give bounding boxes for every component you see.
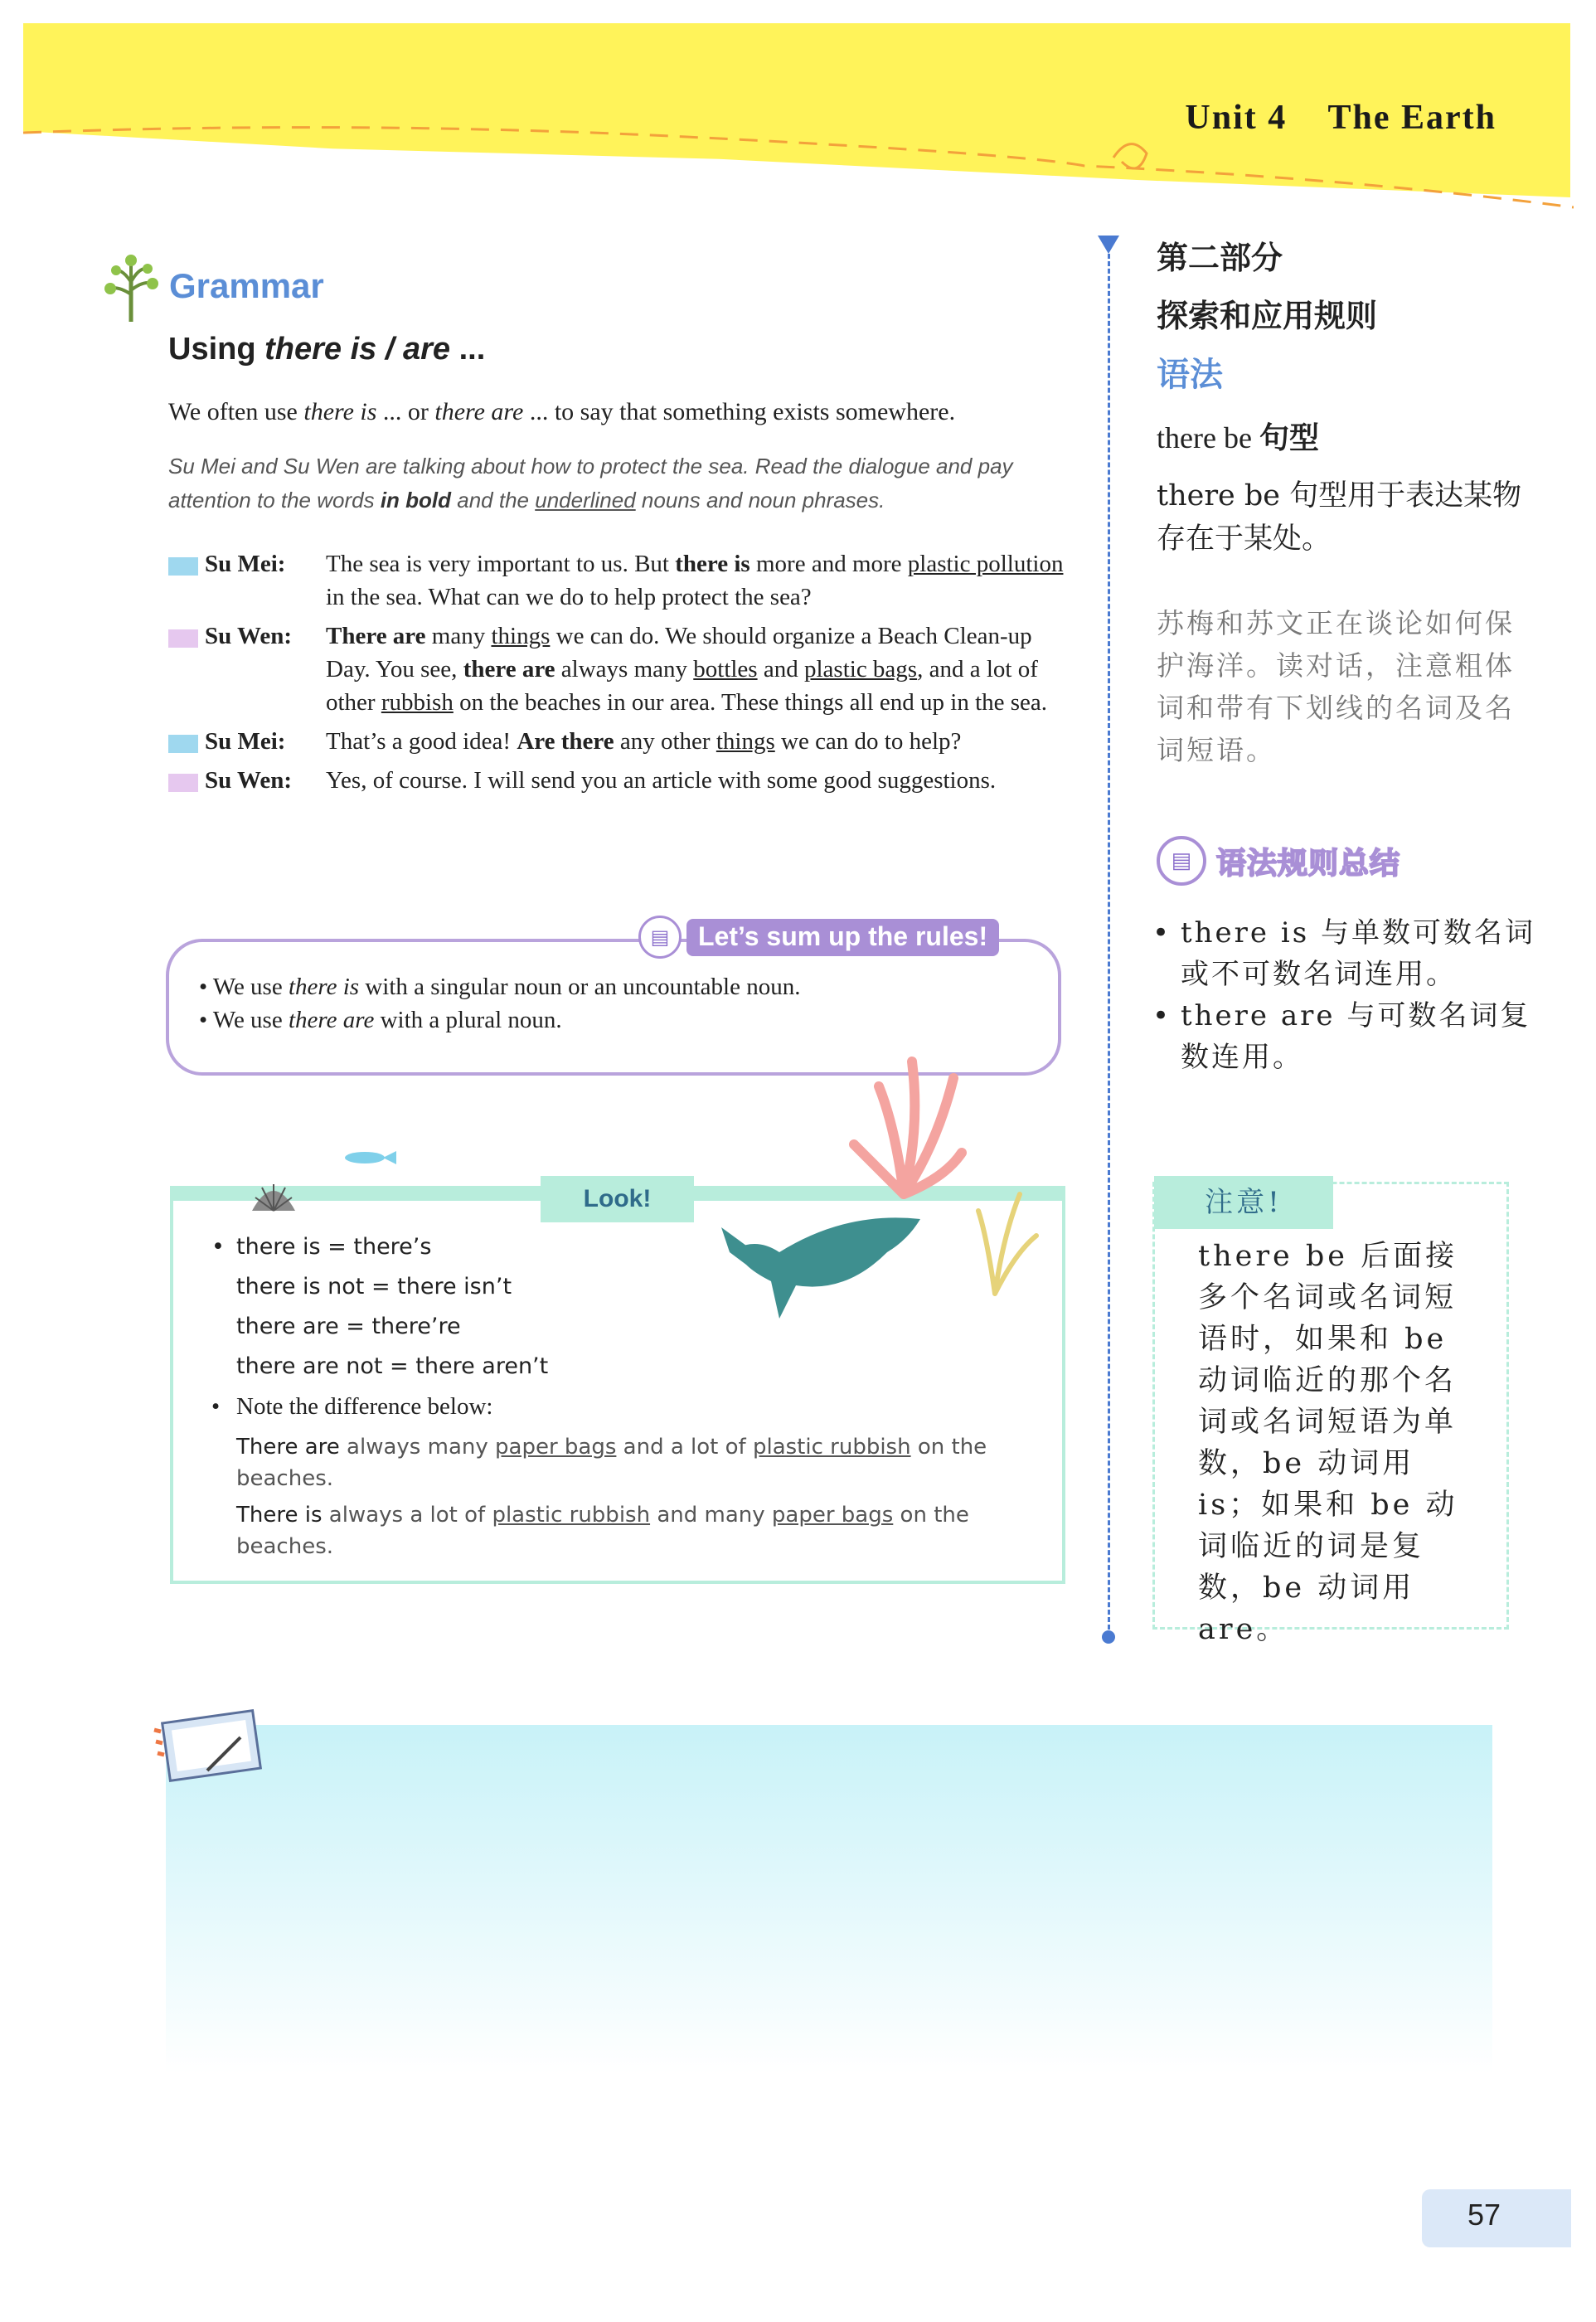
dialogue-line (168, 547, 1064, 614)
cn-pattern-prefix: there be (1157, 421, 1259, 454)
speech-bold: Are there (517, 728, 614, 755)
note-title: 注意! (1154, 1176, 1333, 1229)
intro-part: ... to say that something exists somewhere. (523, 398, 956, 425)
intro-text (168, 398, 955, 426)
speech-underlined: rubbish (381, 689, 454, 716)
practice-area (166, 1725, 1492, 2073)
tree-icon (98, 249, 164, 323)
cn-instruction: 苏梅和苏文正在谈论如何保护海洋。读对话，注意粗体词和带有下划线的名词及名词短语。 (1157, 607, 1515, 766)
speech-part: always many (555, 656, 694, 683)
example-part: paper bags (495, 1435, 617, 1460)
intro-part: there is (303, 398, 377, 425)
speech (326, 547, 1064, 614)
speech-underlined: things (491, 623, 551, 649)
example-part: always a lot of (322, 1503, 492, 1528)
speaker (168, 725, 326, 758)
page-number: 57 (1467, 2198, 1501, 2232)
speech-part: Yes, of course. I will send you an article with some good suggestions. (326, 767, 997, 794)
speech-part: any other (614, 728, 716, 755)
dialogue-line (168, 725, 1064, 758)
speaker (168, 547, 326, 614)
column-divider (1108, 239, 1110, 1637)
section-title-prefix: Using (168, 332, 265, 367)
rules-list (199, 970, 800, 1037)
speech-underlined: plastic bags (803, 656, 918, 683)
speech-part: we can do to help? (774, 728, 962, 755)
instruction-part: underlined (535, 488, 636, 512)
example-sentence (211, 1431, 1024, 1494)
speech-bold: there are (463, 656, 555, 683)
example-part: and a lot of (616, 1435, 753, 1460)
cn-pattern-suffix: 句型 (1259, 420, 1319, 455)
grammar-heading (98, 249, 324, 323)
speech (326, 764, 1064, 797)
speech-bold: there is (675, 551, 750, 577)
example-part: plastic rubbish (492, 1503, 651, 1528)
intro-part: ... or (376, 398, 435, 425)
shell-icon (249, 1179, 298, 1214)
example-part: There is (236, 1503, 323, 1528)
speech-part: in the sea. What can we do to help protect the sea? (326, 584, 812, 610)
intro-part: We often use (168, 398, 304, 425)
speaker (168, 764, 326, 797)
speech-part: on the beaches in our area. These things all end up in the sea. (453, 689, 1048, 716)
cn-part-title: 第二部分 (1157, 240, 1283, 276)
rules-item-part: We use (212, 1007, 289, 1033)
contraction-item: there are = there’re (236, 1314, 461, 1339)
rules-title: Let’s sum up the rules! (686, 919, 999, 956)
speaker-name: Su Mei: (205, 551, 286, 577)
unit-title: Unit 4 The Earth (1185, 99, 1497, 137)
rules-item-part: there are (288, 1007, 375, 1033)
speech-part: more and more (749, 551, 908, 577)
speaker-name: Su Mei: (205, 728, 286, 755)
cn-rules-item: • there are 与可数名词复数连用。 (1152, 995, 1550, 1078)
example-part: on the beaches. (236, 1503, 969, 1559)
cn-rules-list (1152, 912, 1550, 1078)
rules-item (199, 970, 800, 1003)
notebook-icon (149, 1692, 274, 1791)
example-part: plastic rubbish (752, 1435, 911, 1460)
speaker-name: Su Wen: (205, 623, 293, 649)
cn-grammar-title: 语法 (1157, 356, 1223, 394)
rules-title-banner (638, 916, 999, 959)
cn-explore-title: 探索和应用规则 (1157, 298, 1378, 334)
speech-part: we can do. We should organize a Beach Clean-up Day. You see, (326, 623, 1032, 683)
rules-item-part: there is (288, 974, 360, 1000)
speech-bold: There are (326, 623, 426, 649)
divider-dot (1102, 1630, 1115, 1644)
rules-item (199, 1003, 800, 1037)
rules-item-part: with a singular noun or an uncountable noun. (359, 974, 801, 1000)
contraction-item: • there is = there’s (211, 1227, 1024, 1267)
dialogue (168, 547, 1064, 803)
instruction-part: Su Mei and Su Wen are talking about how to protect the sea. Read the dialogue and pay attention to the words (168, 454, 1013, 512)
look-note: • Note the difference below: (211, 1387, 1024, 1426)
speaker-tag (168, 629, 198, 648)
speaker-tag (168, 557, 198, 576)
cn-pattern-title (1157, 415, 1319, 457)
speech (326, 725, 1064, 758)
instruction-part: and the (451, 488, 536, 512)
contraction-item: there is not = there isn’t (236, 1274, 512, 1299)
example-part: and many (650, 1503, 772, 1528)
example-part: paper bags (771, 1503, 894, 1528)
cn-rules-item: • there is 与单数可数名词或不可数名词连用。 (1152, 912, 1550, 995)
example-part: always many (339, 1435, 496, 1460)
grammar-label: Grammar (169, 266, 324, 305)
speech-underlined: things (716, 728, 775, 755)
speech-part: and (757, 656, 804, 683)
document-icon: ▤ (1157, 836, 1206, 886)
speaker-name: Su Wen: (205, 767, 293, 794)
dialogue-line (168, 619, 1064, 719)
speech-underlined: plastic pollution (907, 551, 1064, 577)
speech-part: That’s a good idea! (326, 728, 517, 755)
section-title-italic: there is / are (264, 332, 451, 367)
cn-rules-title: 语法规则总结 (1216, 846, 1401, 881)
instruction-text (168, 449, 1064, 517)
note-text: there be 后面接多个名词或名词短语时，如果和 be 动词临近的那个名词或名词短语为单数，be 动词用 is；如果和 be 动词临近的词是复数，be 动词用 are。 (1198, 1240, 1458, 1646)
rules-item-part: We use (212, 974, 289, 1000)
section-title-suffix: ... (450, 332, 486, 367)
speech (326, 619, 1064, 719)
example-sentence (211, 1499, 1024, 1562)
rules-item-part: with a plural noun. (374, 1007, 562, 1033)
cn-rules-heading (1157, 836, 1400, 886)
document-icon: ▤ (638, 916, 682, 959)
fish-icon (340, 1149, 398, 1167)
example-part: on the beaches. (236, 1435, 987, 1491)
instruction-part: in bold (380, 488, 452, 512)
intro-part: there are (434, 398, 524, 425)
look-content (211, 1227, 1024, 1562)
contraction-item: there are not = there aren’t (236, 1353, 549, 1379)
instruction-part: nouns and noun phrases. (635, 488, 885, 512)
speaker-tag (168, 735, 198, 753)
speech-underlined: bottles (693, 656, 758, 683)
speaker-tag (168, 774, 198, 792)
cn-description: there be 句型用于表达某物存在于某处。 (1157, 479, 1522, 556)
dialogue-line (168, 764, 1064, 797)
speech-part: , and a lot of other (326, 656, 1038, 716)
look-title: Look! (541, 1176, 694, 1222)
section-title (168, 332, 485, 367)
speech-part: many (425, 623, 492, 649)
speaker (168, 619, 326, 719)
example-part: There are (236, 1435, 340, 1460)
speech-part: The sea is very important to us. But (326, 551, 676, 577)
